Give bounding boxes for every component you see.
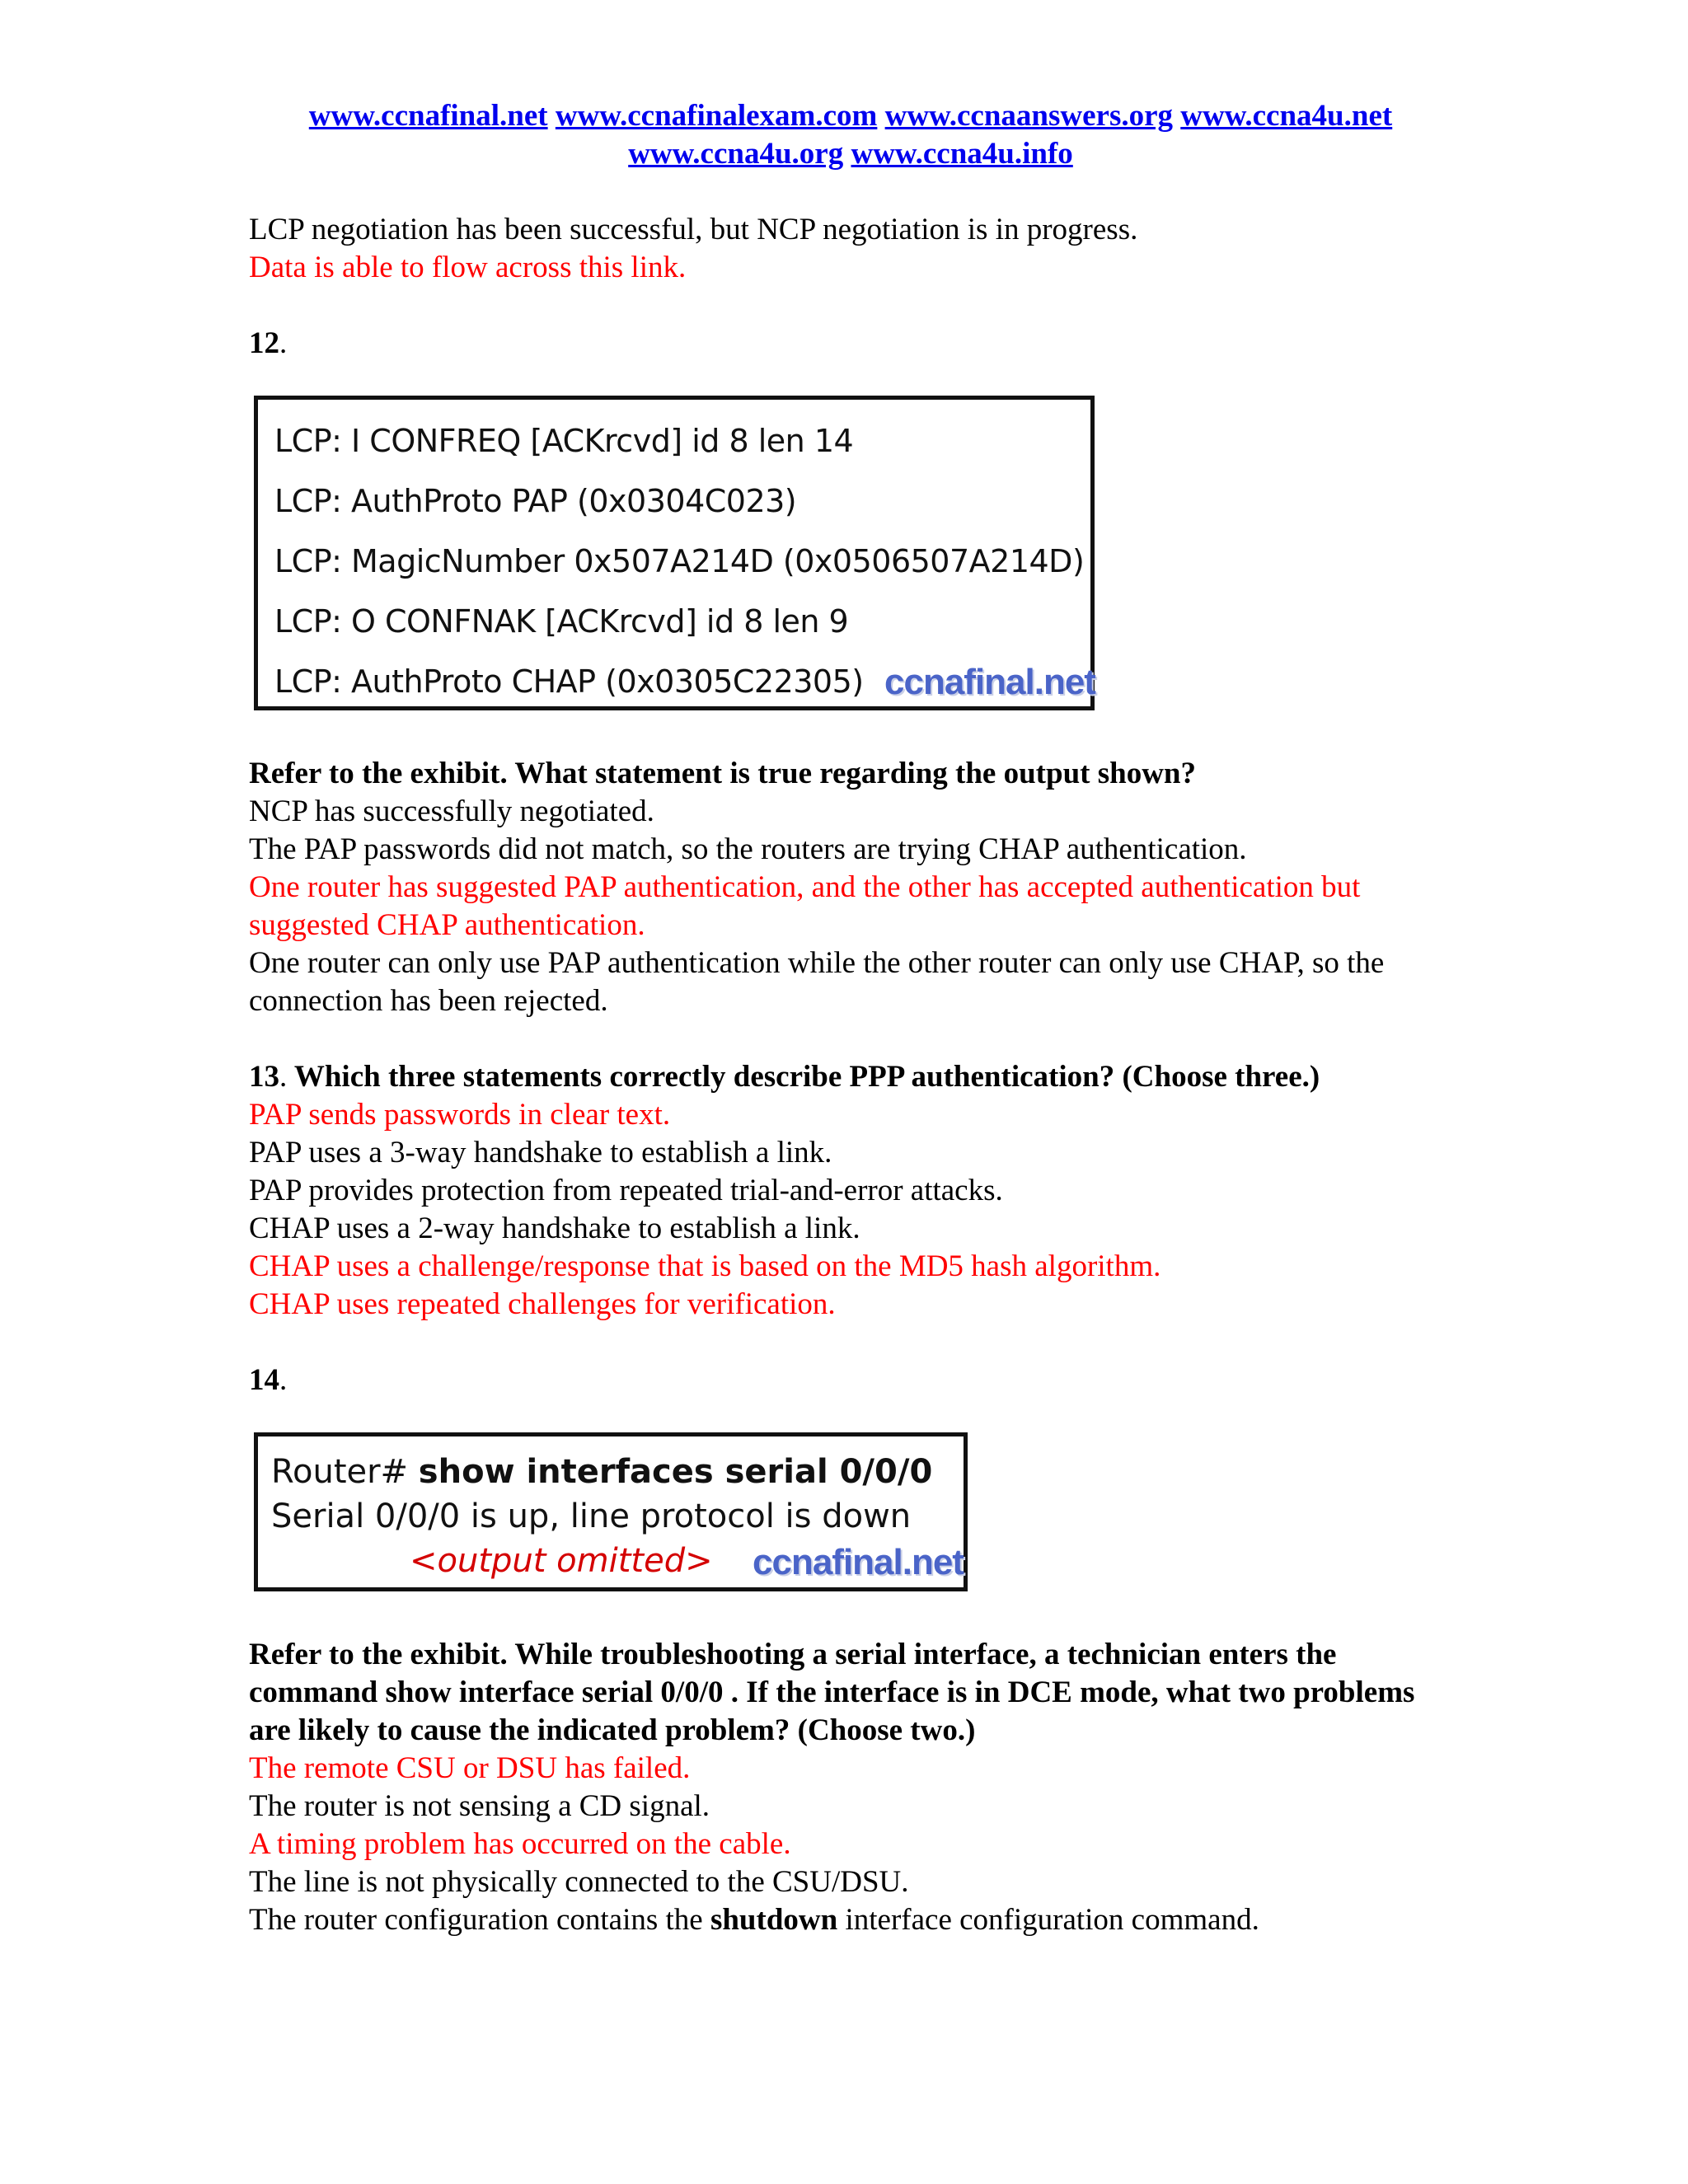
exhibit-omitted-note: <output omitted> [410, 1542, 713, 1580]
correct-answer-option: The remote CSU or DSU has failed. [249, 1751, 691, 1785]
exhibit-line: LCP: O CONFNAK [ACKrcvd] id 8 len 9 [274, 603, 849, 640]
answer-option: The PAP passwords did not match, so the routers are trying CHAP authentication. [249, 832, 1247, 866]
answer-option: One router can only use PAP authentication while the other router can only use CHAP, so the connection has been rejected. [249, 946, 1385, 1018]
link-ccnafinal-net[interactable]: www.ccnafinal.net [308, 99, 548, 133]
answer-option: PAP uses a 3-way handshake to establish a link. [249, 1136, 832, 1169]
correct-answer-option: CHAP uses repeated challenges for verification. [249, 1287, 836, 1321]
cli-prompt: Router# [271, 1453, 419, 1491]
document-page [249, 97, 1452, 1939]
answer-option: The line is not physically connected to the CSU/DSU. [249, 1865, 909, 1899]
watermark-logo: ccnafinal.net [884, 662, 1095, 702]
question-14-text: Refer to the exhibit. While troubleshooting a serial interface, a technician enters the command show interface serial 0/0/0 . If the interface is in DCE mode, what two problems are likely to cause the indicated problem? (Choose two.) [249, 1638, 1415, 1747]
link-ccnafinalexam-com[interactable]: www.ccnafinalexam.com [555, 99, 878, 133]
correct-answer-option: One router has suggested PAP authentication, and the other has accepted authentication but suggested CHAP authentication. [249, 870, 1361, 942]
link-ccnaanswers-org[interactable]: www.ccnaanswers.org [884, 99, 1174, 133]
option-text-after: interface configuration command. [837, 1903, 1259, 1937]
question-number: 14 [249, 1363, 279, 1397]
answer-option [249, 1901, 1452, 1939]
exhibit-line: LCP: MagicNumber 0x507A214D (0x0506507A214D) [274, 543, 1085, 579]
exhibit-line: LCP: I CONFREQ [ACKrcvd] id 8 len 14 [274, 423, 854, 459]
option-bold-command: shutdown [710, 1903, 838, 1937]
option-text-before: The router configuration contains the [249, 1903, 710, 1937]
link-ccna4u-net[interactable]: www.ccna4u.net [1180, 99, 1393, 133]
question-text: Which three statements correctly describe PPP authentication? (Choose three.) [293, 1060, 1320, 1094]
question-12-text: Refer to the exhibit. What statement is true regarding the output shown? [249, 757, 1197, 790]
exhibit-line: LCP: AuthProto PAP (0x0304C023) [274, 483, 797, 519]
cli-command: show interfaces serial 0/0/0 [418, 1453, 933, 1491]
answer-option: CHAP uses a 2-way handshake to establish a link. [249, 1212, 860, 1245]
question-12-number: 12. [249, 326, 288, 360]
exhibit-14 [254, 1432, 968, 1591]
question-number: 12 [249, 326, 279, 360]
link-ccna4u-info[interactable]: www.ccna4u.info [851, 137, 1073, 171]
q11-options [249, 211, 1452, 287]
correct-answer-option: Data is able to flow across this link. [249, 251, 687, 284]
link-ccna4u-org[interactable]: www.ccna4u.org [628, 137, 844, 171]
exhibit-12 [254, 396, 1095, 710]
correct-answer-option: CHAP uses a challenge/response that is based on the MD5 hash algorithm. [249, 1249, 1161, 1283]
question-14-number: 14. [249, 1363, 288, 1397]
exhibit-command-line [271, 1450, 964, 1494]
answer-option: PAP provides protection from repeated trial-and-error attacks. [249, 1174, 1003, 1207]
answer-option: NCP has successfully negotiated. [249, 794, 654, 828]
answer-option: LCP negotiation has been successful, but NCP negotiation is in progress. [249, 213, 1138, 246]
question-13-text: 13. Which three statements correctly describe PPP authentication? (Choose three.) [249, 1060, 1320, 1094]
answer-option: The router is not sensing a CD signal. [249, 1789, 710, 1823]
exhibit-line: LCP: AuthProto CHAP (0x0305C22305) [274, 663, 864, 700]
header-links [249, 97, 1452, 173]
correct-answer-option: A timing problem has occurred on the cable. [249, 1827, 791, 1861]
question-number: 13 [249, 1060, 279, 1094]
correct-answer-option: PAP sends passwords in clear text. [249, 1098, 671, 1132]
exhibit-status-line: Serial 0/0/0 is up, line protocol is down [271, 1497, 912, 1535]
watermark-logo: ccnafinal.net [753, 1542, 964, 1582]
